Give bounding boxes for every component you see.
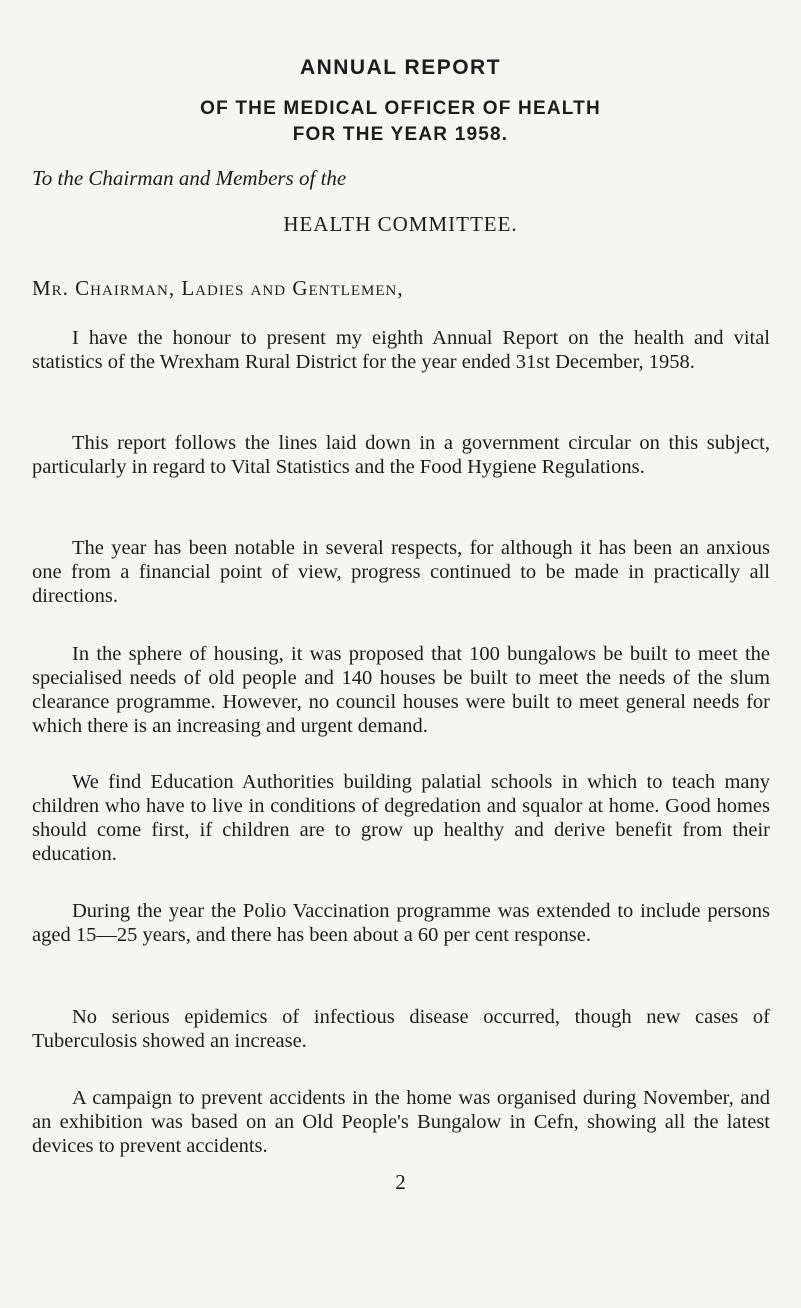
paragraph-circular: This report follows the lines laid down in a government circular on this subject, particularly in regard to Vital Statistics and the Food Hygiene Regulations.: [32, 432, 770, 478]
paragraph-education: We find Education Authorities building palatial schools in which to teach many children who have to live in conditions of degredation and squalor at home. Good homes should come first, if children are to grow up healthy and derive benefit from their education.: [32, 771, 770, 865]
paragraph-progress: The year has been notable in several respects, for although it has been an anxious one from a financial point of view, progress continued to be made in practically all directions.: [32, 537, 770, 607]
paragraph-accidents: A campaign to prevent accidents in the home was organised during November, and an exhibition was based on an Old People's Bungalow in Cefn, showing all the latest devices to prevent accidents.: [32, 1087, 770, 1157]
paragraph-intro: I have the honour to present my eighth Annual Report on the health and vital statistics of the Wrexham Rural District for the year ended 31st December, 1958.: [32, 327, 770, 373]
report-title: ANNUAL REPORT: [299, 56, 502, 79]
paragraph-polio: During the year the Polio Vaccination programme was extended to include persons aged 15—25 years, and there has been about a 60 per cent response.: [32, 900, 770, 946]
paragraph-housing: In the sphere of housing, it was proposed that 100 bungalows be built to meet the specialised needs of old people and 140 houses be built to meet the needs of the slum clearance programme. However, no council houses were built to meet general needs for which there is an increasing and urgent demand.: [32, 643, 770, 737]
paragraph-epidemics: No serious epidemics of infectious disease occurred, though new cases of Tuberculosis showed an increase.: [32, 1006, 770, 1052]
page-number: 2: [395, 1170, 406, 1194]
address-line: To the Chairman and Members of the: [32, 166, 347, 190]
salutation: Mr. Chairman, Ladies and Gentlemen,: [32, 276, 404, 300]
report-subtitle-line1: OF THE MEDICAL OFFICER OF HEALTH: [200, 98, 601, 119]
committee-name: HEALTH COMMITTEE.: [283, 212, 518, 236]
report-subtitle-line2: FOR THE YEAR 1958.: [292, 124, 509, 145]
